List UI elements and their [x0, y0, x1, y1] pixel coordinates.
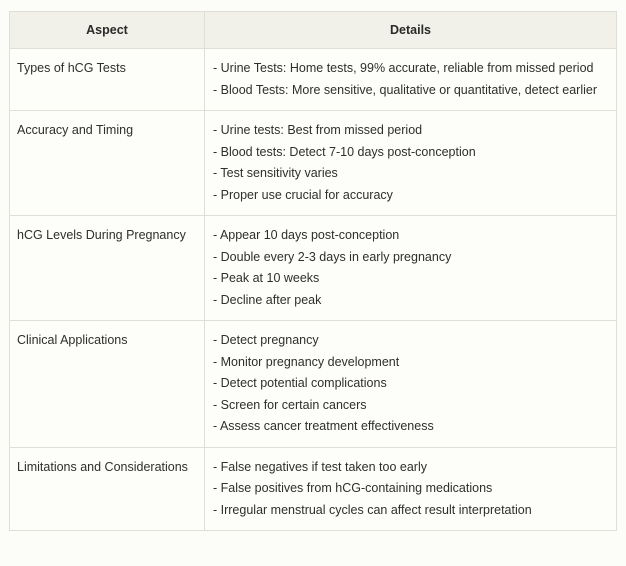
- details-cell: [205, 111, 617, 216]
- table-row: [10, 49, 617, 111]
- header-row: [10, 12, 617, 49]
- detail-line: - False positives from hCG-containing medications: [213, 481, 493, 495]
- aspect-cell: Clinical Applications: [10, 321, 205, 448]
- detail-line: - Decline after peak: [213, 292, 322, 307]
- table-row: [10, 111, 617, 216]
- aspect-cell: Types of hCG Tests: [10, 49, 205, 111]
- hcg-tests-table: [9, 11, 617, 531]
- table-container: [9, 11, 616, 531]
- details-cell: [205, 321, 617, 448]
- aspect-cell: hCG Levels During Pregnancy: [10, 216, 205, 321]
- detail-line: - Proper use crucial for accuracy: [213, 187, 393, 202]
- detail-line: - Monitor pregnancy development: [213, 354, 400, 369]
- detail-line: - Peak at 10 weeks: [213, 271, 320, 285]
- detail-line: - Double every 2-3 days in early pregnancy: [213, 249, 452, 264]
- table-row: [10, 321, 617, 448]
- header-details: Details: [205, 12, 617, 49]
- detail-line: - Detect pregnancy: [213, 333, 319, 347]
- detail-line: - Detect potential complications: [213, 376, 387, 390]
- details-cell: [205, 216, 617, 321]
- aspect-cell: Limitations and Considerations: [10, 447, 205, 531]
- detail-line: - Appear 10 days post-conception: [213, 228, 400, 242]
- details-cell: [205, 49, 617, 111]
- detail-line: - Urine Tests: Home tests, 99% accurate, reliable from missed period: [213, 61, 594, 75]
- detail-line: - Urine tests: Best from missed period: [213, 123, 423, 137]
- detail-line: - Blood Tests: More sensitive, qualitative or quantitative, detect earlier: [213, 82, 597, 97]
- details-cell: [205, 447, 617, 531]
- detail-line: - Assess cancer treatment effectiveness: [213, 419, 434, 433]
- detail-line: - Test sensitivity varies: [213, 166, 338, 180]
- detail-line: - Screen for certain cancers: [213, 397, 367, 412]
- header-aspect: Aspect: [10, 12, 205, 49]
- table-row: [10, 447, 617, 531]
- aspect-cell: Accuracy and Timing: [10, 111, 205, 216]
- detail-line: - Blood tests: Detect 7-10 days post-conception: [213, 144, 476, 159]
- detail-line: - False negatives if test taken too early: [213, 459, 427, 474]
- detail-line: - Irregular menstrual cycles can affect result interpretation: [213, 502, 532, 517]
- table-row: [10, 216, 617, 321]
